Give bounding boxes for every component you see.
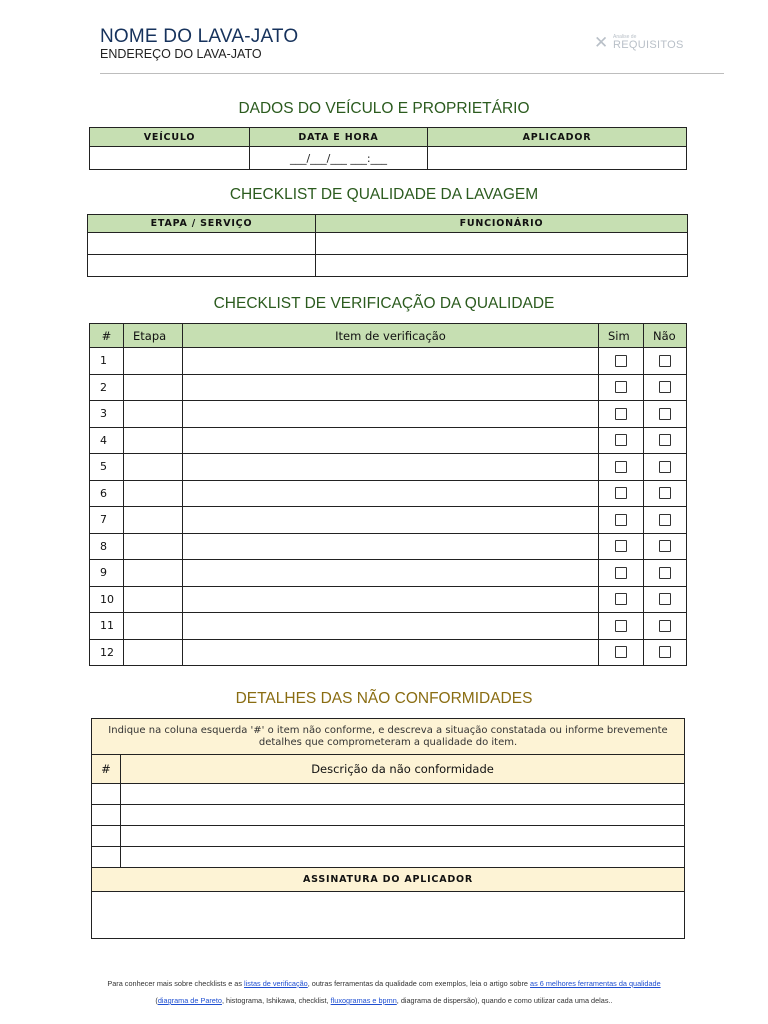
- no-cell: [644, 374, 687, 401]
- verification-row: [90, 507, 687, 534]
- row-number: 12: [90, 639, 124, 666]
- footer-text: , outras ferramentas da qualidade com exemplos, leia o artigo sobre: [307, 979, 531, 988]
- footer-text: Para conhecer mais sobre checklists e as: [107, 979, 245, 988]
- wash-table: [87, 214, 688, 277]
- flowchart-link[interactable]: fluxogramas e bpmn: [330, 996, 397, 1005]
- step-cell[interactable]: [124, 427, 183, 454]
- nc-desc-cell[interactable]: [121, 826, 685, 847]
- nc-num-cell[interactable]: [92, 826, 121, 847]
- yes-cell: [599, 586, 644, 613]
- item-col-header: Item de verificação: [183, 324, 599, 348]
- step-cell[interactable]: [124, 454, 183, 481]
- verification-row: [90, 639, 687, 666]
- step-cell[interactable]: [124, 401, 183, 428]
- wash-section-title: CHECKLIST DE QUALIDADE DA LAVAGEM: [229, 186, 539, 203]
- no-checkbox[interactable]: [659, 381, 671, 393]
- row-number: 5: [90, 454, 124, 481]
- item-cell[interactable]: [183, 613, 599, 640]
- footer-note: [100, 975, 668, 1009]
- step-cell[interactable]: [124, 480, 183, 507]
- verification-row: [90, 586, 687, 613]
- verification-row: [90, 613, 687, 640]
- verification-row: [90, 480, 687, 507]
- row-number: 4: [90, 427, 124, 454]
- step-cell[interactable]: [124, 586, 183, 613]
- nonconformity-section-title: DETALHES DAS NÃO CONFORMIDADES: [235, 690, 533, 707]
- nonconformity-note: Indique na coluna esquerda '#' o item não conforme, e descreva a situação constatada ou informe brevemente detalhes que comprometeram a qualidade do item.: [92, 719, 685, 755]
- verification-row: [90, 348, 687, 375]
- row-number: 11: [90, 613, 124, 640]
- yes-checkbox[interactable]: [615, 514, 627, 526]
- logo-text: REQUISITOS: [613, 39, 684, 51]
- nc-num-col-header: #: [92, 755, 121, 784]
- yes-cell: [599, 374, 644, 401]
- yes-checkbox[interactable]: [615, 381, 627, 393]
- yes-checkbox[interactable]: [615, 461, 627, 473]
- item-cell[interactable]: [183, 480, 599, 507]
- no-col-header: Não: [644, 324, 687, 348]
- yes-cell: [599, 639, 644, 666]
- vehicle-field[interactable]: [90, 147, 250, 170]
- no-cell: [644, 507, 687, 534]
- no-checkbox[interactable]: [659, 514, 671, 526]
- no-cell: [644, 533, 687, 560]
- row-number: 2: [90, 374, 124, 401]
- no-cell: [644, 348, 687, 375]
- yes-checkbox[interactable]: [615, 646, 627, 658]
- verification-row: [90, 374, 687, 401]
- no-cell: [644, 560, 687, 587]
- verification-row: [90, 533, 687, 560]
- nc-desc-cell[interactable]: [121, 805, 685, 826]
- row-number: 3: [90, 401, 124, 428]
- verification-row: [90, 454, 687, 481]
- row-number: 1: [90, 348, 124, 375]
- item-cell[interactable]: [183, 374, 599, 401]
- no-checkbox[interactable]: [659, 487, 671, 499]
- no-cell: [644, 639, 687, 666]
- item-cell[interactable]: [183, 427, 599, 454]
- no-cell: [644, 401, 687, 428]
- x-logo-icon: ✕: [594, 33, 609, 53]
- applicator-col-header: APLICADOR: [428, 128, 687, 147]
- no-checkbox[interactable]: [659, 593, 671, 605]
- applicator-field[interactable]: [428, 147, 687, 170]
- row-number: 6: [90, 480, 124, 507]
- yes-cell: [599, 348, 644, 375]
- vehicle-col-header: VEÍCULO: [90, 128, 250, 147]
- yes-cell: [599, 427, 644, 454]
- header-divider: [100, 73, 724, 74]
- no-checkbox[interactable]: [659, 540, 671, 552]
- quality-tools-link[interactable]: as 6 melhores ferramentas da qualidade: [530, 979, 661, 988]
- yes-checkbox[interactable]: [615, 434, 627, 446]
- yes-cell: [599, 454, 644, 481]
- datetime-field[interactable]: ___/___/___ ___:___: [250, 147, 428, 170]
- no-checkbox[interactable]: [659, 355, 671, 367]
- no-cell: [644, 586, 687, 613]
- item-cell[interactable]: [183, 639, 599, 666]
- step-cell[interactable]: [124, 613, 183, 640]
- vehicle-table: [89, 127, 687, 170]
- item-cell[interactable]: [183, 401, 599, 428]
- page-subtitle: ENDEREÇO DO LAVA-JATO: [100, 47, 262, 61]
- verification-row: [90, 427, 687, 454]
- footer-text: , histograma, Ishikawa, checklist,: [221, 996, 331, 1005]
- nc-num-cell[interactable]: [92, 784, 121, 805]
- item-cell[interactable]: [183, 454, 599, 481]
- nonconformity-table: [91, 718, 685, 939]
- pareto-link[interactable]: diagrama de Pareto: [157, 996, 222, 1005]
- row-number: 7: [90, 507, 124, 534]
- item-cell[interactable]: [183, 560, 599, 587]
- no-cell: [644, 427, 687, 454]
- no-cell: [644, 613, 687, 640]
- item-cell[interactable]: [183, 348, 599, 375]
- yes-cell: [599, 401, 644, 428]
- verification-table: [89, 323, 687, 666]
- logo-small-text: Analise de: [613, 34, 637, 40]
- no-cell: [644, 480, 687, 507]
- no-cell: [644, 454, 687, 481]
- nc-desc-cell[interactable]: [121, 784, 685, 805]
- page-title: NOME DO LAVA-JATO: [100, 26, 299, 47]
- employee-cell[interactable]: [316, 255, 688, 277]
- nc-num-cell[interactable]: [92, 805, 121, 826]
- row-number: 9: [90, 560, 124, 587]
- step-cell[interactable]: [124, 560, 183, 587]
- row-number: 10: [90, 586, 124, 613]
- footer-text: (: [155, 996, 158, 1005]
- yes-col-header: Sim: [599, 324, 644, 348]
- nc-num-cell[interactable]: [92, 847, 121, 868]
- step-cell[interactable]: [124, 374, 183, 401]
- no-checkbox[interactable]: [659, 408, 671, 420]
- no-checkbox[interactable]: [659, 567, 671, 579]
- no-checkbox[interactable]: [659, 434, 671, 446]
- datetime-col-header: DATA E HORA: [250, 128, 428, 147]
- no-checkbox[interactable]: [659, 646, 671, 658]
- brand-logo: [594, 34, 684, 54]
- row-number: 8: [90, 533, 124, 560]
- yes-checkbox[interactable]: [615, 408, 627, 420]
- nc-desc-cell[interactable]: [121, 847, 685, 868]
- step-cell[interactable]: [124, 348, 183, 375]
- yes-cell: [599, 560, 644, 587]
- yes-checkbox[interactable]: [615, 567, 627, 579]
- yes-checkbox[interactable]: [615, 540, 627, 552]
- vehicle-section-title: DADOS DO VEÍCULO E PROPRIETÁRIO: [238, 100, 530, 117]
- yes-cell: [599, 507, 644, 534]
- verification-row: [90, 401, 687, 428]
- yes-checkbox[interactable]: [615, 620, 627, 632]
- step-cell[interactable]: [124, 533, 183, 560]
- employee-cell[interactable]: [316, 233, 688, 255]
- yes-cell: [599, 480, 644, 507]
- yes-checkbox[interactable]: [615, 593, 627, 605]
- step-col-header: ETAPA / SERVIÇO: [88, 215, 316, 233]
- signature-label: ASSINATURA DO APLICADOR: [92, 868, 685, 892]
- footer-text: , diagrama de dispersão), quando e como utilizar cada uma delas..: [396, 996, 613, 1005]
- yes-checkbox[interactable]: [615, 487, 627, 499]
- verification-section-title: CHECKLIST DE VERIFICAÇÃO DA QUALIDADE: [213, 295, 555, 312]
- verification-row: [90, 560, 687, 587]
- step-cell[interactable]: [124, 507, 183, 534]
- step-cell[interactable]: [88, 233, 316, 255]
- employee-col-header: FUNCIONÁRIO: [316, 215, 688, 233]
- yes-cell: [599, 613, 644, 640]
- step-cell[interactable]: [124, 639, 183, 666]
- signature-field[interactable]: [92, 892, 685, 939]
- no-checkbox[interactable]: [659, 620, 671, 632]
- item-cell[interactable]: [183, 533, 599, 560]
- step-cell[interactable]: [88, 255, 316, 277]
- step-col-header: Etapa: [124, 324, 183, 348]
- no-checkbox[interactable]: [659, 461, 671, 473]
- checklist-link[interactable]: listas de verificação: [244, 979, 308, 988]
- item-cell[interactable]: [183, 507, 599, 534]
- item-cell[interactable]: [183, 586, 599, 613]
- num-col-header: #: [90, 324, 124, 348]
- yes-checkbox[interactable]: [615, 355, 627, 367]
- nc-desc-col-header: Descrição da não conformidade: [121, 755, 685, 784]
- yes-cell: [599, 533, 644, 560]
